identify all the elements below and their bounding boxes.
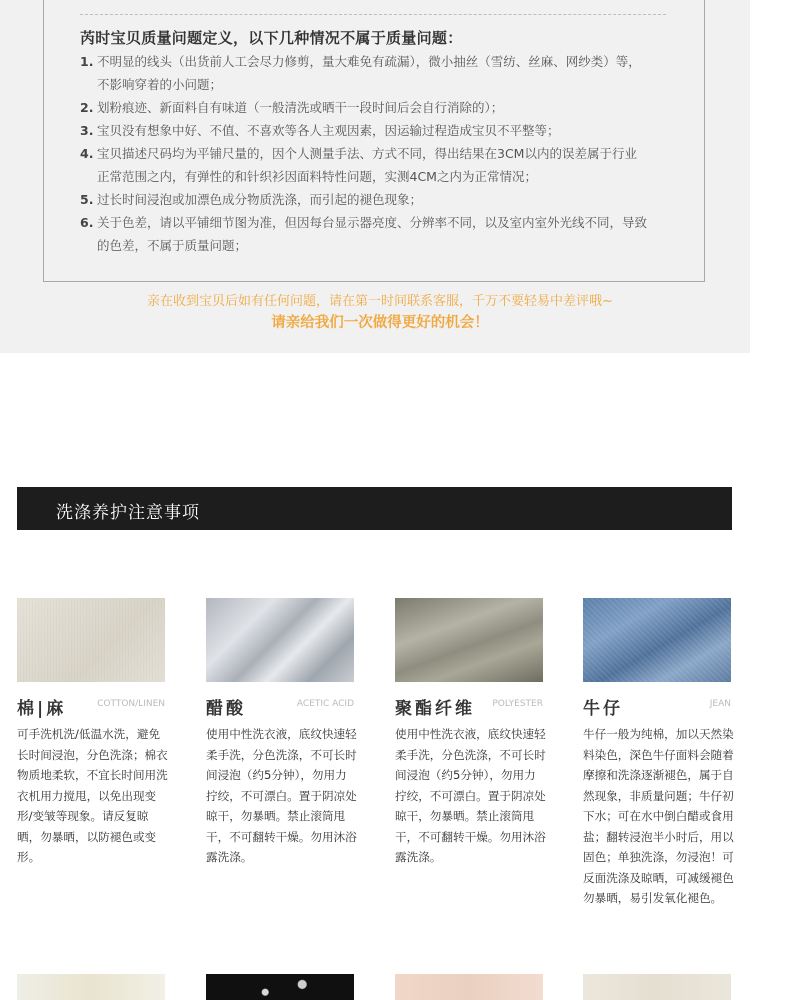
item-text: 宝贝没有想象中好、不值、不喜欢等各人主观因素，因运输过程造成宝贝不平整等； bbox=[97, 123, 560, 138]
contact-notice: 亲在收到宝贝后如有任何问题，请在第一时间联系客服，千万不要轻易中差评哦~ bbox=[147, 294, 613, 309]
fabric-name: 棉|麻 bbox=[17, 699, 67, 719]
item-number: 6. bbox=[80, 215, 94, 230]
fabric-care-text: 使用中性洗衣液，底纹快速轻柔手洗，分色洗涤，不可长时间浸泡（约5分钟），勿用力拧绞，不可漂白。置于阴凉处晾干，勿暴晒。禁止滚筒甩干，不可翻转干燥。勿用沐浴露洗涤。 bbox=[395, 727, 546, 864]
item-text: 不明显的线头（出货前人工会尽力修剪，量大难免有疏漏），微小抽丝（雪纺、丝麻、网纱类）等， bbox=[97, 54, 641, 69]
item-text: 的色差，不属于质量问题； bbox=[97, 238, 248, 253]
fabric-care-text: 使用中性洗衣液，底纹快速轻柔手洗，分色洗涤，不可长时间浸泡（约5分钟），勿用力拧绞，不可漂白。置于阴凉处晾干，勿暴晒。禁止滚筒甩干，不可翻转干燥。勿用沐浴露洗涤。 bbox=[206, 727, 357, 864]
fabric-swatch-image bbox=[17, 598, 165, 682]
item-text: 正常范围之内，有弹性的和针织衫因面料特性问题，实测4CM之内为正常情况； bbox=[97, 169, 537, 184]
fabric-card-acetic bbox=[206, 598, 357, 864]
item-text: 不影响穿着的小问题； bbox=[97, 77, 223, 92]
fabric-swatch-image bbox=[395, 974, 543, 1000]
fabric-name: 聚酯纤维 bbox=[395, 699, 475, 719]
item-text: 划粉痕迹、新面料自有味道（一般清洗或晒干一段时间后会自行消除的）； bbox=[97, 100, 504, 115]
item-text: 过长时间浸泡或加漂色成分物质洗涤，而引起的褪色现象； bbox=[97, 192, 423, 207]
fabric-swatch-image bbox=[17, 974, 165, 1000]
item-number: 1. bbox=[80, 54, 94, 69]
cta-slogan: 请亲给我们一次做得更好的机会！ bbox=[271, 315, 489, 331]
fabric-name: 醋酸 bbox=[206, 699, 246, 719]
quality-title: 芮时宝贝质量问题定义，以下几种情况不属于质量问题： bbox=[80, 29, 463, 47]
fabric-card-cotton-linen bbox=[17, 598, 168, 864]
fabric-english-name: COTTON/LINEN bbox=[97, 699, 165, 709]
fabric-swatch-image bbox=[583, 974, 731, 1000]
care-section-header bbox=[17, 487, 732, 530]
item-number: 2. bbox=[80, 100, 94, 115]
fabric-card-jean bbox=[583, 598, 734, 905]
fabric-swatch-image bbox=[206, 598, 354, 682]
fabric-care-text: 牛仔一般为纯棉，加以天然染料染色，深色牛仔面料会随着摩擦和洗涤逐渐褪色，属于自然现象，非质量问题；牛仔初下水；可在水中倒白醋或食用盐；翻转浸泡半小时后，用以固色；单独洗涤，勿浸泡！可反面洗涤及晾晒，可减缓褪色勿暴晒，易引发氧化褪色。 bbox=[583, 727, 734, 905]
fabric-english-name: POLYESTER bbox=[492, 699, 543, 709]
divider bbox=[80, 14, 666, 15]
item-number: 5. bbox=[80, 192, 94, 207]
fabric-swatch-image bbox=[206, 974, 354, 1000]
fabric-care-text: 可手洗机洗/低温水洗，避免长时间浸泡，分色洗涤；棉衣物质地柔软，不宜长时间用洗衣机用力搅甩，以免出现变形/变皱等现象。请反复晾晒，勿暴晒，以防褪色或变形。 bbox=[17, 727, 168, 864]
item-number: 4. bbox=[80, 146, 94, 161]
fabric-swatch-image bbox=[395, 598, 543, 682]
item-text: 宝贝描述尺码均为平铺尺量的，因个人测量手法、方式不同，得出结果在3CM以内的误差属于行业 bbox=[97, 146, 637, 161]
item-text: 关于色差，请以平铺细节图为准，但因每台显示器亮度、分辨率不同，以及室内室外光线不同，导致 bbox=[97, 215, 648, 230]
fabric-name: 牛仔 bbox=[583, 699, 623, 719]
care-section-title: 洗涤养护注意事项 bbox=[56, 503, 200, 523]
fabric-card-polyester bbox=[395, 598, 546, 864]
fabric-swatch-image bbox=[583, 598, 731, 682]
fabric-english-name: ACETIC ACID bbox=[296, 699, 354, 709]
quality-panel bbox=[0, 0, 750, 353]
fabric-english-name: JEAN bbox=[709, 699, 731, 709]
item-number: 3. bbox=[80, 123, 94, 138]
